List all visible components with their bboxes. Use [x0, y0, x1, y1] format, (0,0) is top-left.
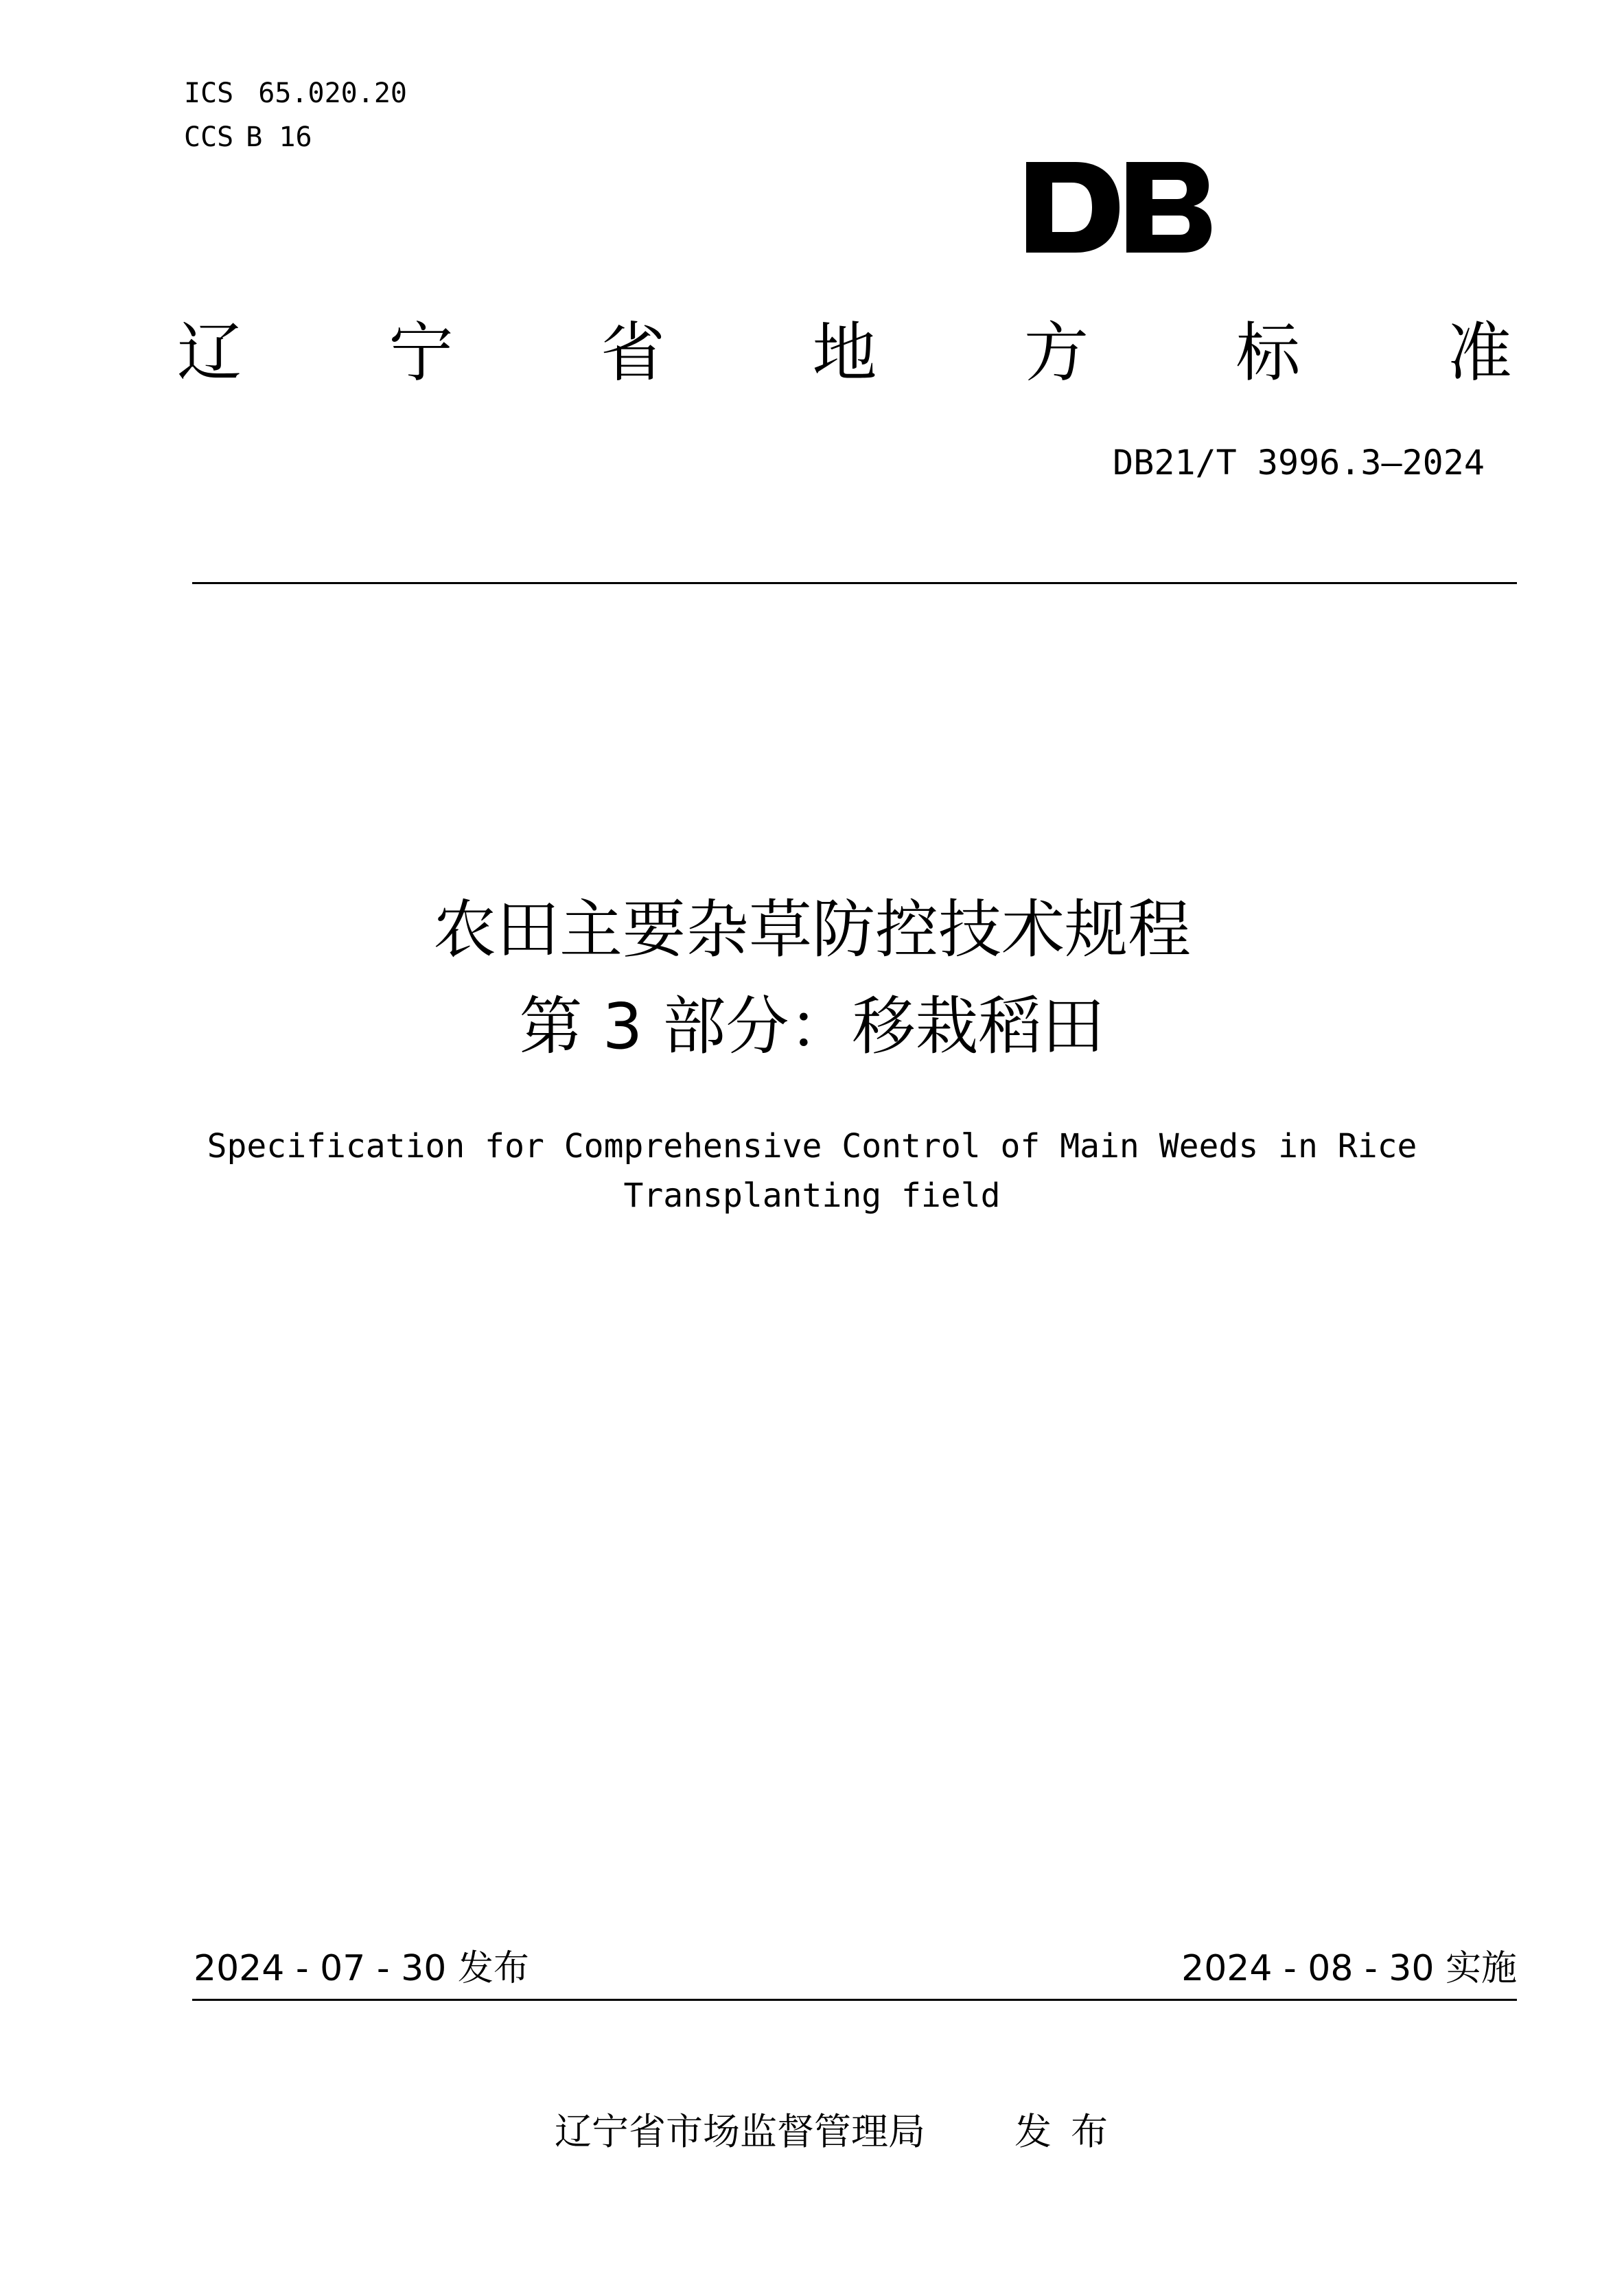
- implementation-date: 2024 - 08 - 30 实施: [1181, 1948, 1517, 1989]
- ics-label: ICS: [184, 78, 234, 109]
- title-chinese-line-2: 第 3 部分：移栽稻田: [519, 990, 1105, 1063]
- issue-date: 2024 - 07 - 30 发布: [194, 1948, 529, 1989]
- standard-type-char: 地: [812, 316, 877, 391]
- title-english-line-1: Specification for Comprehensive Control of Main Weeds in Rice: [207, 1127, 1417, 1166]
- standard-type-char: 标: [1236, 316, 1301, 391]
- standard-type-char: 省: [600, 316, 665, 391]
- top-divider: [192, 582, 1517, 584]
- title-english-line-2: Transplanting field: [623, 1176, 1001, 1215]
- standard-type-char: 辽: [177, 316, 242, 391]
- ccs-code: B 16: [246, 121, 312, 153]
- publisher-name: 辽宁省市场监督管理局: [555, 2110, 925, 2153]
- standard-number: DB21/T 3996.3—2024: [1113, 443, 1485, 483]
- ics-classification: [184, 77, 407, 110]
- ccs-classification: [184, 121, 312, 154]
- db-logo-icon: [1026, 162, 1211, 253]
- standard-type-char: 宁: [388, 316, 454, 391]
- standard-type-char: 方: [1023, 316, 1089, 391]
- bottom-divider: [192, 1999, 1517, 2001]
- ics-code: 65.020.20: [258, 78, 407, 109]
- title-chinese-line-1: 农田主要杂草防控技术规程: [432, 893, 1191, 966]
- publish-action: 发布: [1014, 2110, 1127, 2153]
- standard-type-char: 准: [1447, 316, 1512, 391]
- standard-type-heading: [177, 312, 1512, 395]
- ccs-label: CCS: [184, 121, 234, 153]
